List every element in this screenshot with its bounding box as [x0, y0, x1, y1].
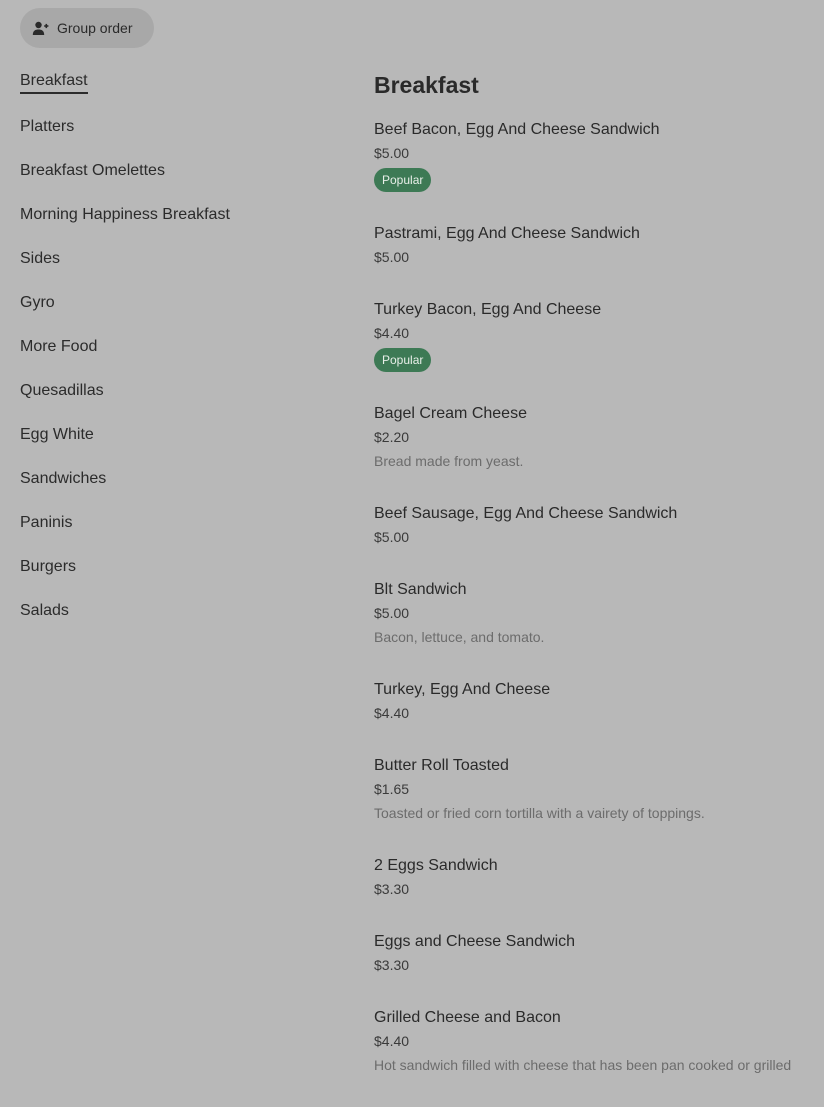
item-name: Grilled Cheese and Bacon	[374, 1009, 561, 1026]
item-name: Blt Sandwich	[374, 581, 467, 598]
item-name: Turkey, Egg And Cheese	[374, 681, 551, 698]
menu-item[interactable]	[374, 580, 814, 646]
menu-item[interactable]	[374, 404, 814, 470]
sidebar-item-platters[interactable]: Platters	[20, 118, 75, 135]
popular-badge: Popular	[374, 168, 431, 192]
sidebar-item-gyro[interactable]: Gyro	[20, 294, 55, 311]
item-price: $4.40	[374, 705, 410, 721]
person-add-icon	[32, 20, 49, 37]
item-description: Bread made from yeast.	[374, 453, 524, 469]
menu-item[interactable]	[374, 756, 814, 822]
sidebar-item-sides[interactable]: Sides	[20, 250, 61, 267]
item-name: Beef Sausage, Egg And Cheese Sandwich	[374, 505, 678, 522]
item-price: $4.40	[374, 1033, 410, 1049]
item-name: Butter Roll Toasted	[374, 757, 509, 774]
sidebar-item-morning-happiness-breakfast[interactable]: Morning Happiness Breakfast	[20, 206, 230, 223]
item-price: $4.40	[374, 325, 410, 341]
item-description: Hot sandwich filled with cheese that has been pan cooked or grilled	[374, 1057, 792, 1073]
menu-item[interactable]	[374, 300, 814, 372]
sidebar-item-quesadillas[interactable]: Quesadillas	[20, 382, 104, 399]
item-price: $3.30	[374, 957, 410, 973]
menu-item[interactable]	[374, 1008, 814, 1074]
item-name: Eggs and Cheese Sandwich	[374, 933, 576, 950]
section-title: Breakfast	[374, 72, 479, 98]
menu-item[interactable]	[374, 224, 814, 266]
item-name: Pastrami, Egg And Cheese Sandwich	[374, 225, 640, 242]
item-price: $5.00	[374, 605, 410, 621]
sidebar-item-burgers[interactable]: Burgers	[20, 558, 77, 575]
sidebar-item-egg-white[interactable]: Egg White	[20, 426, 94, 443]
item-price: $1.65	[374, 781, 410, 797]
menu-item[interactable]	[374, 120, 814, 192]
group-order-label: Group order	[57, 20, 133, 36]
sidebar-item-paninis[interactable]: Paninis	[20, 514, 73, 531]
menu-item[interactable]	[374, 932, 814, 974]
sidebar-item-breakfast-omelettes[interactable]: Breakfast Omelettes	[20, 162, 165, 179]
item-name: Turkey Bacon, Egg And Cheese	[374, 301, 602, 318]
item-name: Bagel Cream Cheese	[374, 405, 527, 422]
sidebar-item-more-food[interactable]: More Food	[20, 338, 98, 355]
sidebar-item-sandwiches[interactable]: Sandwiches	[20, 470, 107, 487]
item-price: $5.00	[374, 249, 410, 265]
item-price: $3.30	[374, 881, 410, 897]
item-description: Bacon, lettuce, and tomato.	[374, 629, 545, 645]
item-price: $5.00	[374, 145, 410, 161]
menu-item[interactable]	[374, 856, 814, 898]
menu-item[interactable]	[374, 680, 814, 722]
item-name: Beef Bacon, Egg And Cheese Sandwich	[374, 121, 660, 138]
item-price: $2.20	[374, 429, 410, 445]
sidebar-item-breakfast[interactable]: Breakfast	[20, 72, 88, 94]
group-order-button[interactable]	[20, 8, 154, 48]
popular-badge: Popular	[374, 348, 431, 372]
sidebar-item-salads[interactable]: Salads	[20, 602, 69, 619]
item-name: 2 Eggs Sandwich	[374, 857, 498, 874]
menu-item[interactable]	[374, 504, 814, 546]
item-description: Toasted or fried corn tortilla with a vairety of toppings.	[374, 805, 705, 821]
item-price: $5.00	[374, 529, 410, 545]
